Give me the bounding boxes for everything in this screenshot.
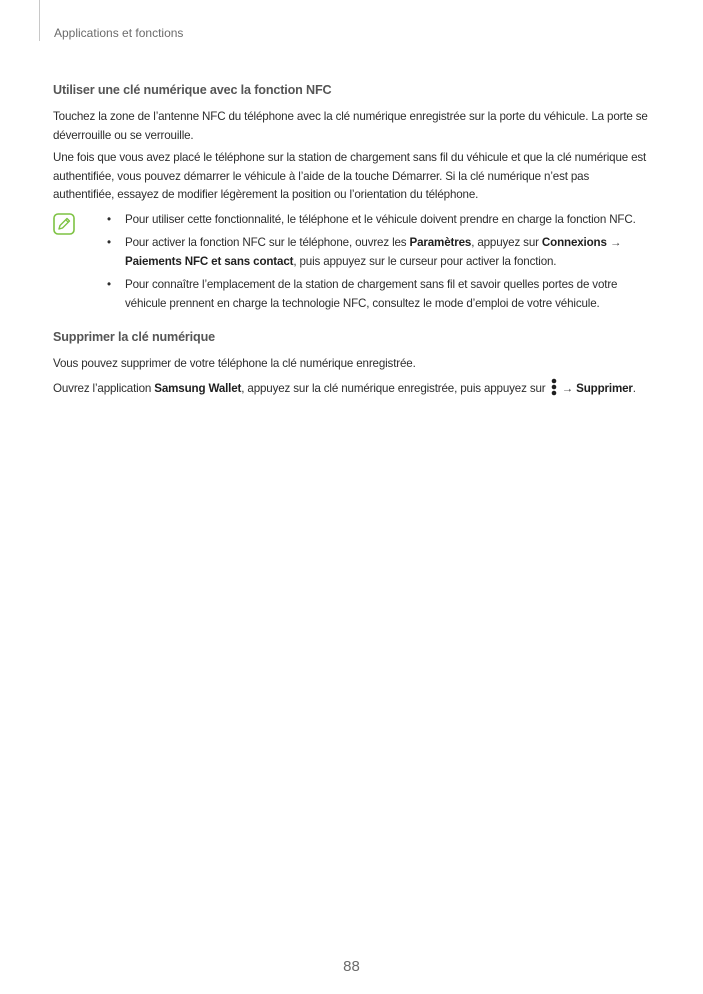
page-number: 88 [343, 958, 360, 975]
connections-label: Connexions [541, 236, 607, 249]
note-item-3: • Pour connaître l’emplacement de la station de chargement sans fil et savoir quelles portes de votre véhicule prennent en charge la technologie NFC, consultez le mode d’emploi de votre véhicule. [107, 276, 649, 313]
header-rule [39, 0, 40, 41]
section-title-nfc: Utiliser une clé numérique avec la fonction NFC [53, 83, 332, 97]
more-options-icon [551, 378, 557, 396]
note-pencil-icon [53, 213, 75, 235]
running-header: Applications et fonctions [54, 26, 184, 40]
nfc-payments-label: Paiements NFC et sans contact [125, 254, 294, 268]
paragraph-nfc-start: Une fois que vous avez placé le téléphone sur la station de chargement sans fil du véhicule et que la clé numérique est authentifiée, vous pouvez démarrer le véhicule à l’aide de la touche Démarrer. Si la clé numérique n’est pas authentifiée, essayez de modifier légèrement la position ou l’orientation du téléphone. [53, 151, 647, 201]
note-item-1: • Pour utiliser cette fonctionnalité, le téléphone et le véhicule doivent prendre en charge la fonction NFC. [107, 211, 649, 230]
paragraph-delete-intro: Vous pouvez supprimer de votre téléphone la clé numérique enregistrée. [53, 357, 416, 370]
paragraph-delete-steps: Ouvrez l’application Samsung Wallet, appuyez sur la clé numérique enregistrée, puis appuyez sur → Supprimer. [53, 378, 649, 399]
samsung-wallet-label: Samsung Wallet [154, 381, 242, 395]
paragraph-nfc-touch: Touchez la zone de l’antenne NFC du téléphone avec la clé numérique enregistrée sur la porte du véhicule. La porte se déverrouille ou se verrouille. [53, 110, 648, 142]
note-block [53, 211, 649, 314]
delete-label: Supprimer [576, 381, 633, 395]
settings-label: Paramètres [409, 236, 472, 249]
note-item-2: • Pour activer la fonction NFC sur le téléphone, ouvrez les Paramètres, appuyez sur Connexions → Paiements NFC et sans contact, puis appuyez sur le curseur pour activer la fonction. [107, 234, 649, 271]
note-list [107, 211, 649, 314]
section-title-delete: Supprimer la clé numérique [53, 330, 215, 344]
page-content [53, 80, 649, 402]
